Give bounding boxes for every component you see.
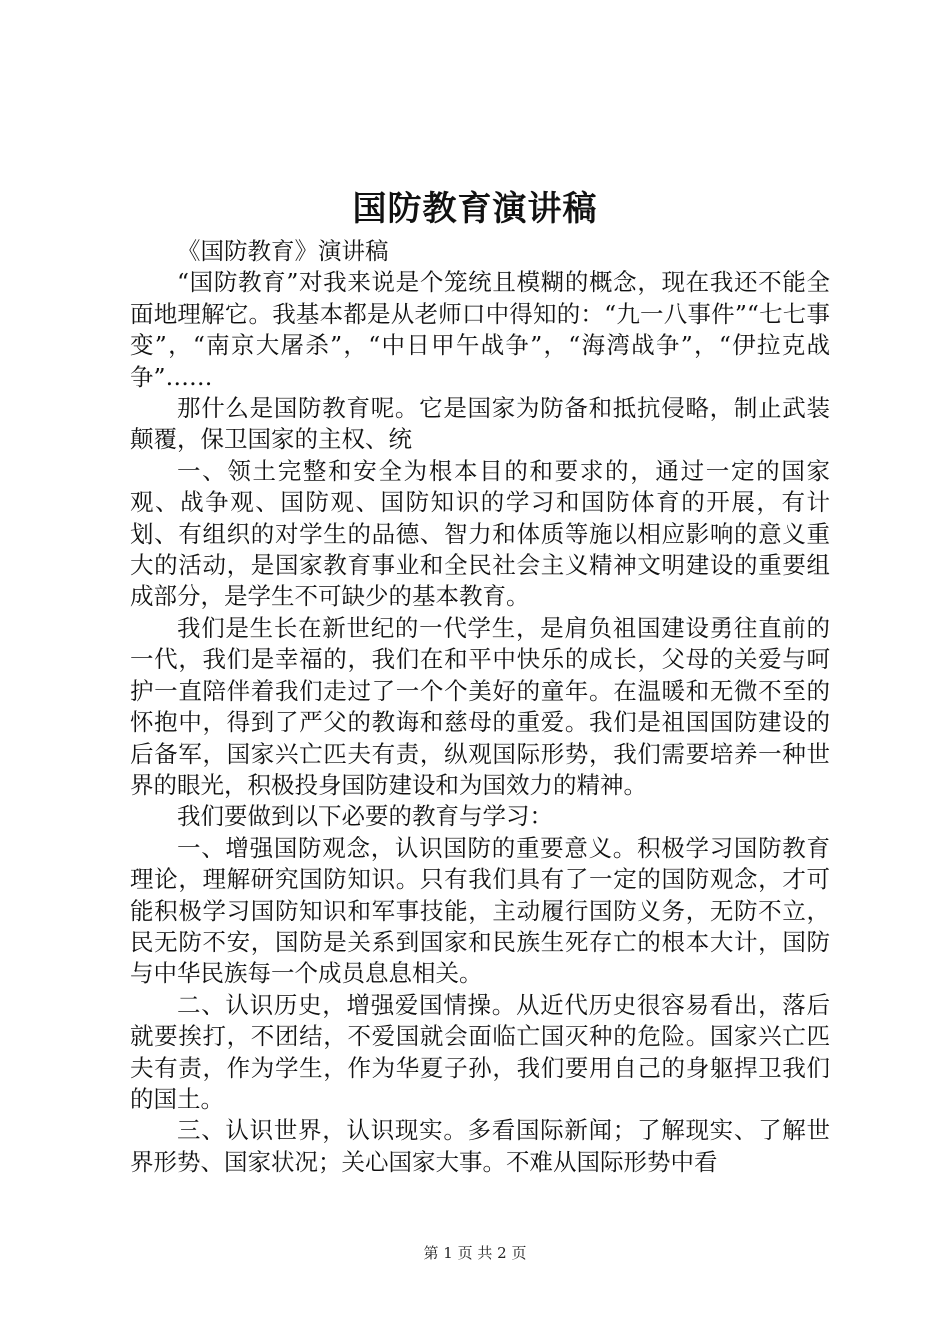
paragraph-point-one: 一、增强国防观念，认识国防的重要意义。积极学习国防教育理论，理解研究国防知识。只有我们具有了一定的国防观念，才可能积极学习国防知识和军事技能，主动履行国防义务，无防不立，民无防不安，国防是关系到国家和民族生死存亡的根本大计，国防与中华民族每一个成员息息相关。 [130, 833, 830, 988]
paragraph-generation: 我们是生长在新世纪的一代学生，是肩负祖国建设勇往直前的一代，我们是幸福的，我们在和平中快乐的成长，父母的关爱与呵护一直陪伴着我们走过了一个个美好的童年。在温暖和无微不至的怀抱中，得到了严父的教诲和慈母的重爱。我们是祖国国防建设的后备军，国家兴亡匹夫有责，纵观国际形势，我们需要培养一种世界的眼光，积极投身国防建设和为国效力的精神。 [130, 613, 830, 799]
paragraph-definition-continued: 一、领土完整和安全为根本目的和要求的，通过一定的国家观、战争观、国防观、国防知识的学习和国防体育的开展，有计划、有组织的对学生的品德、智力和体质等施以相应影响的意义重大的活动，是国家教育事业和全民社会主义精神文明建设的重要组成部分，是学生不可缺少的基本教育。 [130, 456, 830, 611]
paragraph-heading: 《国防教育》演讲稿 [177, 237, 389, 265]
paragraph-intro: “国防教育”对我来说是个笼统且模糊的概念，现在我还不能全面地理解它。我基本都是从老师口中得知的：“九一八事件”“七七事变”，“南京大屠杀”，“中日甲午战争”，“海湾战争”，“伊拉克战争”…… [130, 268, 830, 391]
paragraph-definition: 那什么是国防教育呢。它是国家为防备和抵抗侵略，制止武装颠覆，保卫国家的主权、统 [130, 394, 830, 454]
document-title: 国防教育演讲稿 [352, 189, 598, 229]
paragraph-point-two: 二、认识历史，增强爱国情操。从近代历史很容易看出，落后就要挨打，不团结，不爱国就会面临亡国灭种的危险。国家兴亡匹夫有责，作为学生，作为华夏子孙，我们要用自己的身躯捍卫我们的国土。 [130, 990, 830, 1113]
document-body [130, 236, 830, 1178]
paragraph-point-three: 三、认识世界，认识现实。多看国际新闻；了解现实、了解世界形势、国家状况；关心国家大事。不难从国际形势中看 [130, 1116, 830, 1176]
paragraph-requirements-lead: 我们要做到以下必要的教育与学习： [177, 802, 553, 831]
page-number-footer: 第 1 页 共 2 页 [423, 1244, 527, 1262]
